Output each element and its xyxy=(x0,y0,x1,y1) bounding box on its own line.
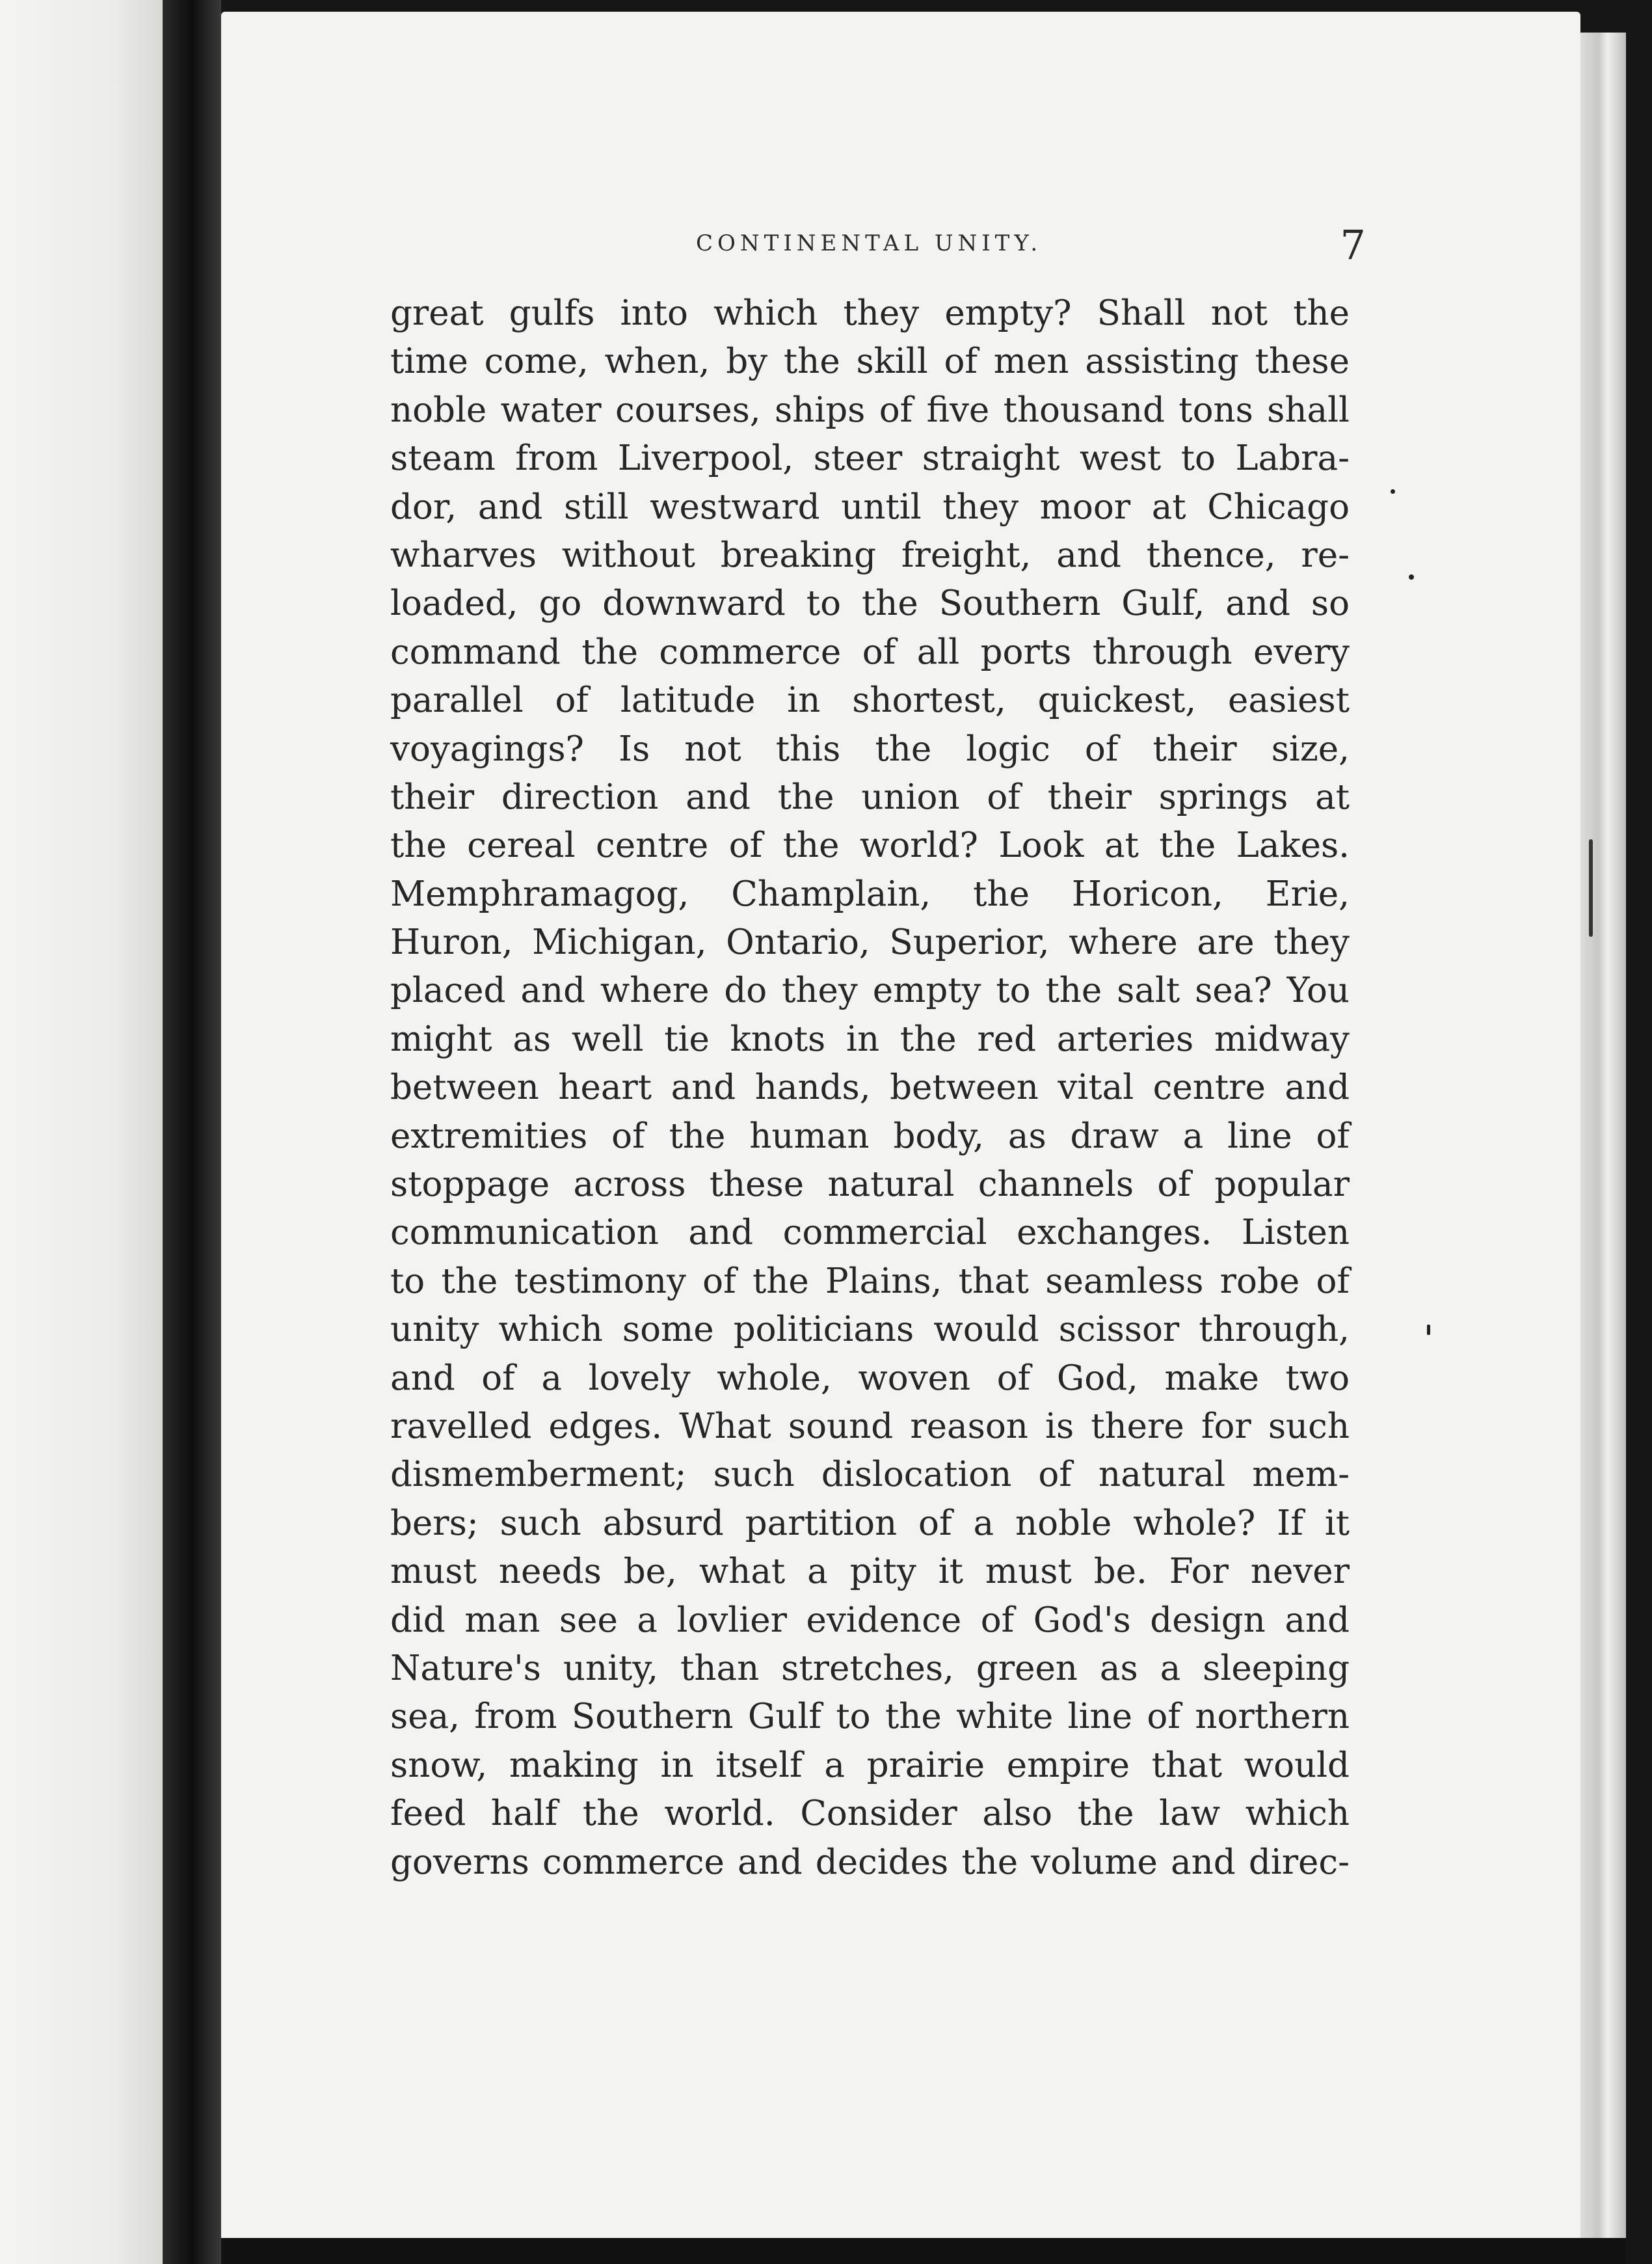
text-line: steam from Liverpool, steer straight west to Labra- xyxy=(390,438,1350,479)
dust-speck xyxy=(1589,839,1593,937)
text-line: the cereal centre of the world? Look at the Lakes. xyxy=(390,826,1350,866)
text-line: Memphramagog, Champlain, the Horicon, Erie, xyxy=(390,874,1350,914)
text-line: time come, when, by the skill of men assisting these xyxy=(390,342,1350,382)
dust-speck xyxy=(1409,574,1414,580)
text-line: wharves without breaking freight, and thence, re- xyxy=(390,535,1350,575)
book-gutter-shadow xyxy=(163,0,221,2264)
text-line: parallel of latitude in shortest, quickest, easiest xyxy=(390,681,1350,721)
text-line: Nature's unity, than stretches, green as a sleeping xyxy=(390,1648,1350,1688)
text-line: unity which some politicians would scissor through, xyxy=(390,1310,1350,1350)
text-line: noble water courses, ships of five thousand tons shall xyxy=(390,390,1350,430)
text-line: might as well tie knots in the red arteries midway xyxy=(390,1019,1350,1059)
text-line: governs commerce and decides the volume and direc- xyxy=(390,1842,1350,1882)
text-line: stoppage across these natural channels of popular xyxy=(390,1165,1350,1205)
text-line: dor, and still westward until they moor at Chicago xyxy=(390,487,1350,527)
text-line: great gulfs into which they empty? Shall not the xyxy=(390,293,1350,333)
text-line: extremities of the human body, as draw a line of xyxy=(390,1116,1350,1156)
text-line: dismemberment; such dislocation of natural mem- xyxy=(390,1455,1350,1495)
text-line: ravelled edges. What sound reason is there for such xyxy=(390,1406,1350,1446)
body-text xyxy=(390,290,1350,1887)
page-header xyxy=(696,221,1366,273)
page-number: 7 xyxy=(1340,221,1366,269)
text-line: to the testimony of the Plains, that seamless robe of xyxy=(390,1261,1350,1301)
text-line: voyagings? Is not this the logic of their size, xyxy=(390,729,1350,769)
dust-speck xyxy=(1391,489,1395,494)
page-bottom-shadow xyxy=(221,2238,1626,2264)
text-line: loaded, go downward to the Southern Gulf, and so xyxy=(390,584,1350,624)
text-line: sea, from Southern Gulf to the white line of northern xyxy=(390,1697,1350,1737)
facing-page-edge xyxy=(0,0,163,2264)
text-line: bers; such absurd partition of a noble whole? If it xyxy=(390,1503,1350,1543)
text-line: must needs be, what a pity it must be. For never xyxy=(390,1552,1350,1592)
text-line: placed and where do they empty to the salt sea? You xyxy=(390,971,1350,1011)
text-line: snow, making in itself a prairie empire that would xyxy=(390,1745,1350,1785)
text-line: Huron, Michigan, Ontario, Superior, where are they xyxy=(390,923,1350,963)
page-stack-edge xyxy=(1580,33,1626,2238)
text-line: and of a lovely whole, woven of God, make two xyxy=(390,1358,1350,1398)
dust-speck xyxy=(1427,1325,1430,1335)
text-line: communication and commercial exchanges. Listen xyxy=(390,1213,1350,1253)
text-line: did man see a lovlier evidence of God's design and xyxy=(390,1600,1350,1640)
running-head: CONTINENTAL UNITY. xyxy=(696,230,1043,256)
text-line: feed half the world. Consider also the law which xyxy=(390,1794,1350,1834)
text-line: between heart and hands, between vital centre and xyxy=(390,1068,1350,1108)
text-line: their direction and the union of their springs at xyxy=(390,777,1350,817)
text-line: command the commerce of all ports through every xyxy=(390,632,1350,672)
